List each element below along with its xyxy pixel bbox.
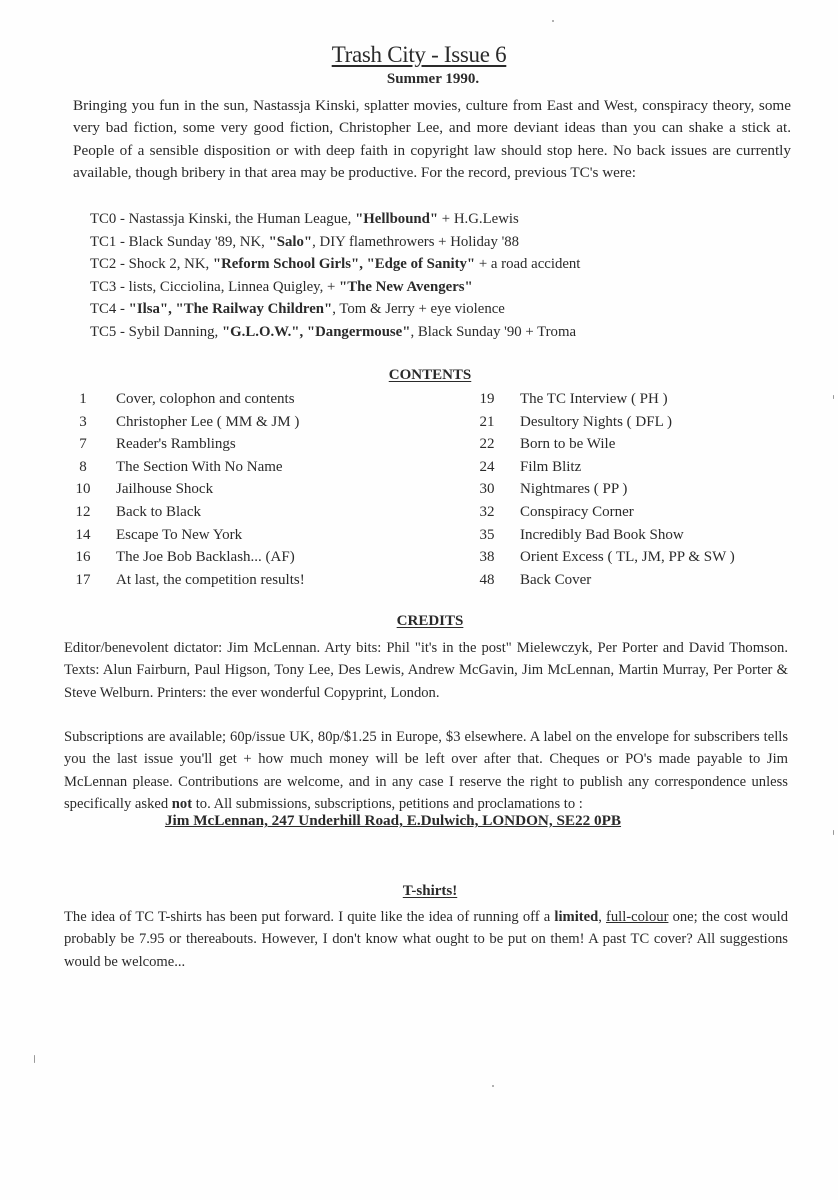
contents-entry: 19 The TC Interview ( PH ) [479, 391, 668, 407]
print-speck [833, 395, 834, 399]
contents-heading: CONTENTS [388, 367, 472, 383]
contents-entry: 8 The Section With No Name [79, 458, 283, 475]
previous-issue-item: TC3 - lists, Cicciolina, Linnea Quigley, + "The New Avengers" [90, 278, 473, 295]
contents-entry: 7 Reader's Ramblings [79, 436, 236, 453]
credits-heading: CREDITS [396, 613, 464, 629]
page-title: Trash City - Issue 6 [331, 42, 507, 67]
contents-entry: 30 Nightmares ( PP ) [479, 481, 628, 498]
tshirts-paragraph: The idea of TC T-shirts has been put forward. I quite like the idea of running off a limited, full-colour one; the cost would probably be 7.95 or thereabouts. However, I don't know what ought to be put on them! A past TC cover? All suggestions would be welcome... [64, 909, 788, 970]
previous-issue-item: TC2 - Shock 2, NK, "Reform School Girls", "Edge of Sanity" + a road accident [90, 256, 581, 273]
print-speck [492, 1085, 494, 1087]
contents-entry: 10 Jailhouse Shock [75, 481, 214, 498]
contents-entry: 21 Desultory Nights ( DFL ) [479, 413, 672, 430]
tshirts-heading: T-shirts! [402, 883, 458, 899]
intro-paragraph: Bringing you fun in the sun, Nastassja Kinski, splatter movies, culture from East and West, conspiracy theory, some very bad fiction, some very good fiction, Christopher Lee, and more deviant ideas than you can shake a stick at. People of a sensible disposition or with deep faith in copyright law should stop here. No back issues are currently available, though bribery in that area may be productive. For the record, previous TC's were: [73, 97, 791, 182]
contents-right-column [472, 388, 735, 591]
contents-entry: 1 Cover, colophon and contents [79, 391, 295, 407]
contents-entry: 32 Conspiracy Corner [479, 503, 634, 520]
contents-entry: 48 Back Cover [479, 571, 592, 588]
contents-entry: 14 Escape To New York [75, 526, 243, 543]
contents-entry: 22 Born to be Wile [479, 436, 616, 453]
previous-issues-list [90, 208, 790, 344]
contents-entry: 38 Orient Excess ( TL, JM, PP & SW ) [479, 549, 735, 566]
previous-issue-item: TC4 - "Ilsa", "The Railway Children", Tom & Jerry + eye violence [90, 301, 505, 318]
previous-issue-item: TC5 - Sybil Danning, "G.L.O.W.", "Dangermouse", Black Sunday '90 + Troma [90, 323, 577, 340]
contents-entry: 12 Back to Black [75, 503, 201, 520]
print-speck [552, 20, 554, 22]
contents-entry: 35 Incredibly Bad Book Show [479, 526, 684, 543]
print-speck [833, 830, 834, 835]
previous-issue-item: TC1 - Black Sunday '89, NK, "Salo", DIY flamethrowers + Holiday '88 [90, 233, 520, 250]
issue-date: Summer 1990. [386, 71, 480, 87]
print-speck [34, 1055, 35, 1063]
previous-issue-item: TC0 - Nastassja Kinski, the Human League, "Hellbound" + H.G.Lewis [90, 211, 519, 227]
contents-entry: 16 The Joe Bob Backlash... (AF) [75, 549, 295, 566]
contents-entry: 17 At last, the competition results! [75, 571, 305, 588]
contents-entry: 24 Film Blitz [479, 458, 582, 475]
credits-paragraph: Editor/benevolent dictator: Jim McLennan. Arty bits: Phil "it's in the post" Mielewczyk, Per Porter and David Thomson. Texts: Alun Fairburn, Paul Higson, Tony Lee, Des Lewis, Andrew McGavin, Jim McLennan, Martin Murray, Per Porter & Steve Welburn. Printers: the ever wonderful Copyprint, London. [64, 640, 788, 701]
subscriptions-paragraph: Subscriptions are available; 60p/issue UK, 80p/$1.25 in Europe, $3 elsewhere. A label on the envelope for subscribers tells you the last issue you'll get + how much money will be left over after that. Cheques or PO's made payable to Jim McLennan please. Contributions are welcome, and in any case I reserve the right to publish any correspondence unless specifically asked not to. All submissions, subscriptions, petitions and proclamations to : [64, 729, 788, 813]
postal-address: Jim McLennan, 247 Underhill Road, E.Dulwich, LONDON, SE22 0PB [164, 812, 622, 829]
contents-entry: 3 Christopher Lee ( MM & JM ) [79, 413, 300, 430]
contents-left-column [68, 388, 305, 591]
